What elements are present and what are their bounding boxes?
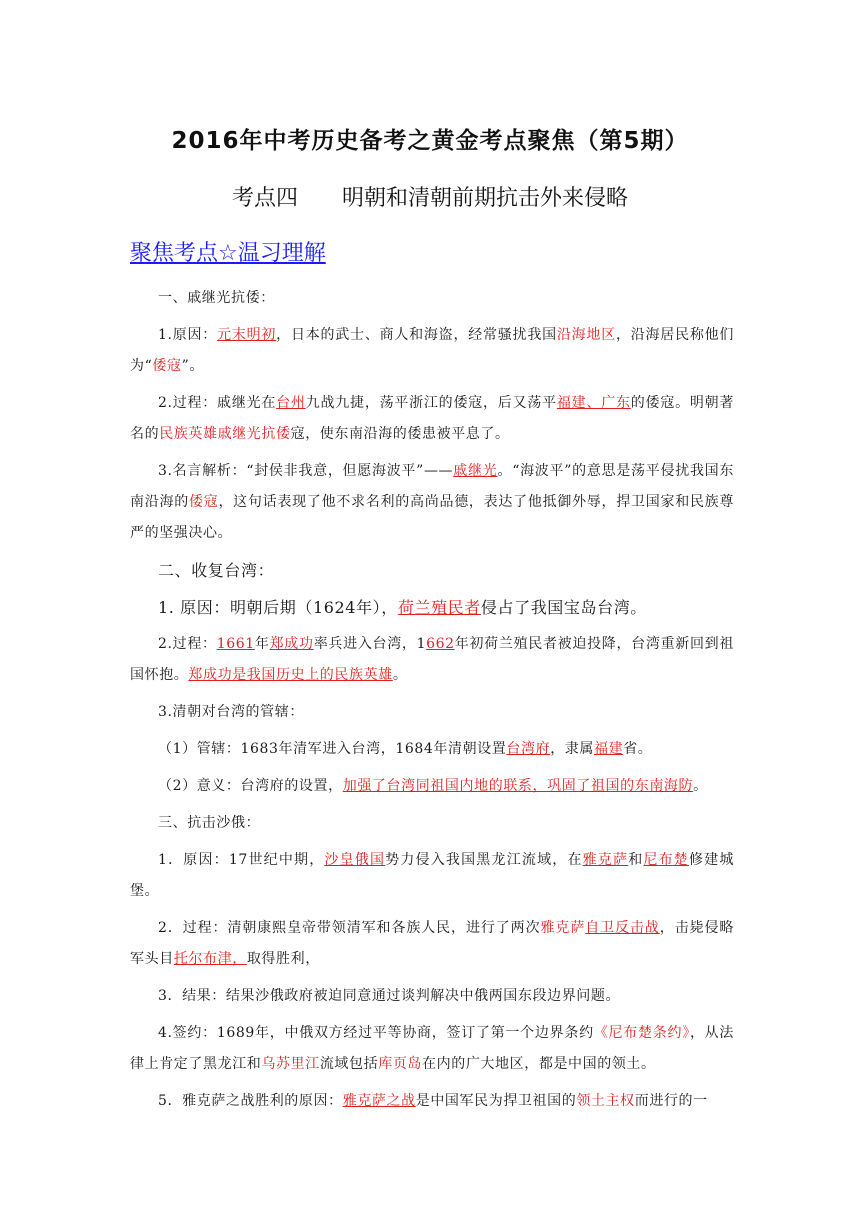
text-run: 年 (254, 636, 270, 652)
highlighted-text: 雅克萨 (582, 852, 629, 868)
paragraph (130, 592, 734, 623)
text-run: 省。 (623, 741, 653, 757)
highlighted-text: 1661 (216, 636, 255, 652)
text-run: 。“海波平”的意思是荡平侵扰我国东南沿海的 (130, 463, 735, 510)
paragraph (130, 808, 734, 839)
highlighted-text: 雅克萨 (540, 920, 586, 936)
paragraph (130, 388, 734, 450)
highlighted-text: 《尼布楚条约》 (593, 1025, 690, 1041)
paragraph (130, 555, 734, 586)
text-run: 侵占了我国宝岛台湾。 (480, 598, 647, 617)
text-run: ，沿海居民称他们为“ (130, 327, 735, 374)
text-run: 流域包括 (319, 1056, 379, 1072)
text-run: 一、戚继光抗倭： (158, 290, 275, 306)
text-run: 。 (392, 667, 408, 683)
highlighted-text: 尼布楚 (643, 852, 689, 868)
text-run: 修建城堡。 (130, 852, 734, 899)
highlighted-text: 福建 (594, 741, 624, 757)
paragraph (130, 456, 734, 549)
text-run: ”。 (181, 358, 204, 374)
text-run: 年初荷兰殖民者被迫投降，台湾重新回到祖国怀抱。 (130, 636, 734, 683)
text-run: 1. 原因：明朝后期（1624年）， (158, 598, 398, 617)
text-run: ，隶属 (550, 741, 594, 757)
text-run: 而进行的一 (634, 1093, 708, 1109)
section-heading-link[interactable]: 聚焦考点☆温习理解 (130, 241, 326, 266)
highlighted-text: 元末明初 (217, 327, 277, 343)
highlighted-text: 郑成功 (269, 636, 314, 652)
text-run: 是中国军民为捍卫祖国的 (415, 1093, 577, 1109)
highlighted-text: 戚继光 (453, 463, 498, 479)
highlighted-text: 民族英雄戚继光抗倭 (159, 426, 291, 442)
paragraph (130, 1086, 734, 1117)
highlighted-text: 台州 (276, 395, 306, 411)
highlighted-text: 托尔布津， (173, 951, 247, 967)
page-subtitle: 考点四 明朝和清朝前期抗击外来侵略 (231, 186, 628, 211)
text-run: 的倭寇。明朝著名的 (130, 395, 735, 442)
text-run: 3.清朝对台湾的管辖： (158, 704, 304, 720)
text-run: ，日本的武士、商人和海盗，经常骚扰我国 (276, 327, 557, 343)
document-body (130, 283, 734, 1123)
paragraph (130, 734, 734, 765)
text-run: 2.过程： (158, 636, 217, 652)
text-run: （1）管辖：1683年清军进入台湾，1684年清朝设置 (158, 741, 507, 757)
text-run: 势力侵入我国黑龙江流域，在 (385, 852, 583, 868)
highlighted-text: 台湾府 (506, 741, 551, 757)
text-run: ，击毙侵略军头目 (130, 920, 735, 967)
text-run: 。 (693, 778, 708, 794)
page-title: 2016年中考历史备考之黄金考点聚焦（第5期） (171, 128, 689, 154)
text-run: 3．结果：结果沙俄政府被迫同意通过谈判解决中俄两国东段边界问题。 (158, 988, 621, 1004)
paragraph (130, 1018, 734, 1080)
highlighted-text: 沙皇俄国 (324, 852, 386, 868)
text-run: 3.名言解析：“封侯非我意，但愿海波平”—— (158, 463, 454, 479)
paragraph (130, 697, 734, 728)
highlighted-text: 雅克萨之战 (342, 1093, 416, 1109)
text-run: ，从法律上肯定了黑龙江和 (130, 1025, 734, 1072)
highlighted-text: 郑成功是我国历史上的民族英雄 (188, 667, 393, 683)
text-run: 寇，使东南沿海的倭患被平息了。 (290, 426, 510, 442)
text-run: 1.原因： (158, 327, 218, 343)
highlighted-text: 自卫反击战 (585, 920, 660, 936)
text-run: 取得胜利， (246, 951, 320, 967)
text-run: 2．过程：清朝康熙皇帝带领清军和各族人民，进行了两次 (158, 920, 541, 936)
text-run: （2）意义：台湾府的设置， (158, 778, 343, 794)
highlighted-text: 乌苏里江 (261, 1056, 320, 1072)
highlighted-text: 倭寇 (188, 494, 219, 510)
highlighted-text: 福建、广东 (556, 395, 631, 411)
paragraph (130, 320, 734, 382)
text-run: 九战九捷，荡平浙江的倭寇，后又荡平 (305, 395, 557, 411)
highlighted-text: 领土主权 (576, 1093, 635, 1109)
text-run: 5．雅克萨之战胜利的原因： (158, 1093, 343, 1109)
paragraph (130, 283, 734, 314)
highlighted-text: 库页岛 (378, 1056, 423, 1072)
paragraph (130, 913, 734, 975)
paragraph (130, 981, 734, 1012)
highlighted-text: 倭寇 (152, 358, 182, 374)
text-run: 在内的广大地区，都是中国的领土。 (422, 1056, 656, 1072)
text-run: 三、抗击沙俄： (158, 815, 261, 831)
paragraph (130, 629, 734, 691)
paragraph (130, 845, 734, 907)
text-run: 二、收复台湾： (158, 561, 275, 580)
highlighted-text: 沿海地区 (556, 327, 616, 343)
highlighted-text: 662 (426, 636, 455, 652)
highlighted-text: 荷兰殖民者 (397, 598, 481, 617)
highlighted-text: 加强了台湾同祖国内地的联系，巩固了祖国的东南海防 (342, 778, 694, 794)
text-run: 4.签约：1689年，中俄双方经过平等协商，签订了第一个边界条约 (158, 1025, 594, 1041)
text-run: ，这句话表现了他不求名利的高尚品德，表达了他抵御外辱，捍卫国家和民族尊严的坚强决心。 (130, 494, 735, 541)
paragraph (130, 771, 734, 802)
text-run: 2.过程：戚继光在 (158, 395, 277, 411)
text-run: 率兵进入台湾，1 (313, 636, 427, 652)
text-run: 和 (628, 852, 644, 868)
text-run: 1．原因：17世纪中期， (158, 852, 325, 868)
